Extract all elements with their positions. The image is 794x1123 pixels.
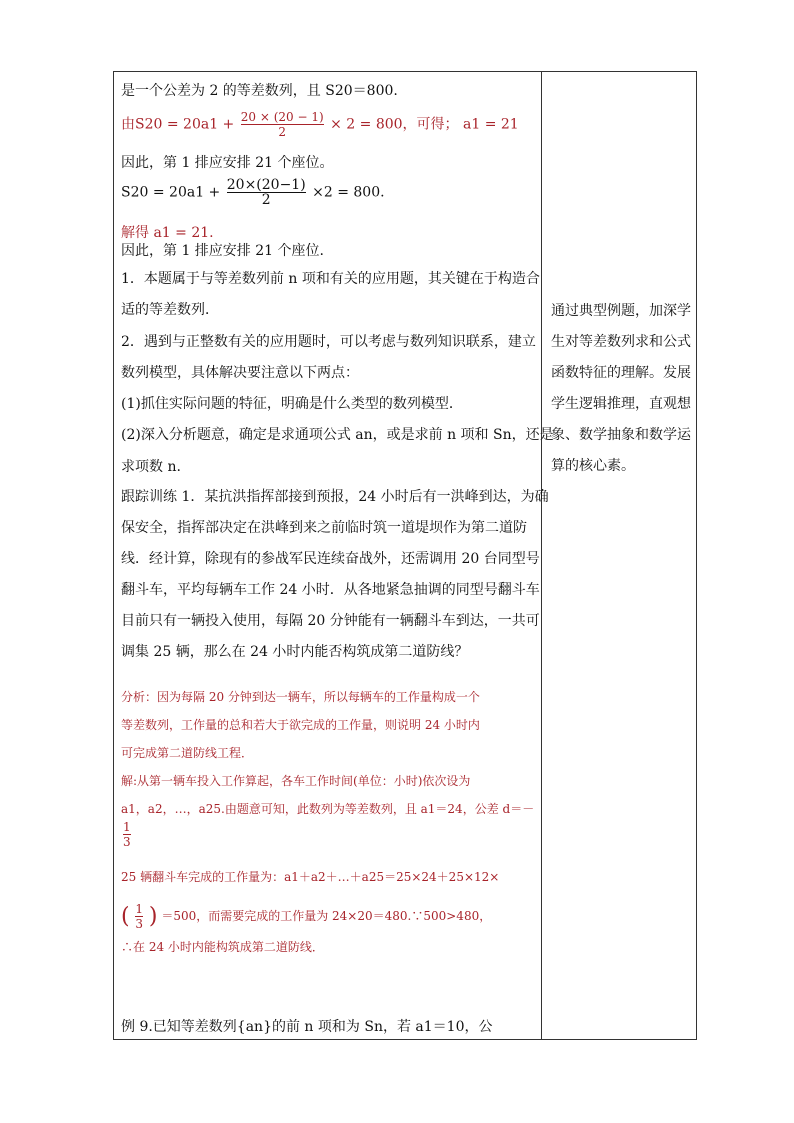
formula-line <box>121 178 385 207</box>
analysis-line: 25 辆翻斗车完成的工作量为：a1＋a2＋…＋a25＝25×24＋25×12× <box>121 870 500 884</box>
fraction-line <box>121 820 133 849</box>
analysis-line: ∴在 24 小时内能构筑成第二道防线． <box>121 940 324 954</box>
analysis-formula-line <box>121 902 491 931</box>
analysis-line: a1，a2，…，a25.由题意可知，此数列为等差数列，且 a1＝24，公差 d＝－ <box>121 802 535 816</box>
text-line: (1)抓住实际问题的特征，明确是什么类型的数列模型． <box>121 396 463 412</box>
text-line: (2)深入分析题意，确定是求通项公式 an，或是求前 n 项和 Sn，还是 <box>121 427 554 443</box>
text-line: 保安全，指挥部决定在洪峰到来之前临时筑一道堤坝作为第二道防 <box>121 520 527 536</box>
fraction-numerator: 20×(20−1) <box>226 177 306 193</box>
text-line: 调集 25 辆，那么在 24 小时内能否构筑成第二道防线？ <box>121 644 469 660</box>
analysis-line: 解:从第一辆车投入工作算起，各车工作时间(单位：小时)依次设为 <box>121 774 471 788</box>
text-line: 跟踪训练 1．某抗洪指挥部接到预报，24 小时后有一洪峰到达，为确 <box>121 489 549 505</box>
fraction-numerator: 20 × (20 − 1) <box>240 110 324 124</box>
text-line: 线．经计算，除现有的参战军民连续奋战外，还需调用 20 台同型号 <box>121 551 540 567</box>
fraction <box>227 178 306 207</box>
text-line: 是一个公差为 2 的等差数列，且 S20＝800. <box>121 83 398 99</box>
fraction <box>123 820 131 849</box>
fraction-denominator: 3 <box>123 835 131 849</box>
column-divider <box>541 72 542 1039</box>
fraction-denominator: 3 <box>135 917 144 931</box>
text-line: 因此，第 1 排应安排 21 个座位. <box>121 243 324 259</box>
formula-start: S20 = 20a1 + <box>121 184 225 201</box>
text-line: 2．遇到与正整数有关的应用题时，可以考虑与数列知识联系，建立 <box>121 334 536 350</box>
formula-start: 由S20 = 20a1 + <box>121 116 239 133</box>
formula-end: ×2 = 800. <box>312 184 385 201</box>
formula-end: × 2 = 800，可得； a1 = 21 <box>330 116 519 133</box>
note-column: 通过典型例题，加深学生对等差数列求和公式函数特征的理解。发展学生逻辑推理，直观想象、数学抽象和数学运算的核心素。 <box>551 303 691 474</box>
fraction-numerator: 1 <box>123 820 131 834</box>
text-line: 数列模型，具体解决要注意以下两点： <box>121 365 359 381</box>
text-line: 适的等差数列． <box>121 302 219 318</box>
analysis-text: ＝500，而需要完成的工作量为 24×20＝480.∵500>480， <box>161 909 492 923</box>
fraction-denominator: 2 <box>227 192 306 207</box>
fraction-numerator: 1 <box>135 902 144 916</box>
lesson-table <box>113 71 697 1040</box>
text-line: 翻斗车，平均每辆车工作 24 小时．从各地紧急抽调的同型号翻斗车 <box>121 582 540 598</box>
text-line: 因此，第 1 排应安排 21 个座位。 <box>121 155 334 171</box>
open-paren: ( <box>121 904 130 929</box>
text-line: 求项数 n. <box>121 459 181 475</box>
text-line: 1．本题属于与等差数列前 n 项和有关的应用题，其关键在于构造合 <box>121 271 540 287</box>
fraction <box>241 110 324 139</box>
text-line: 解得 a1 = 21. <box>121 225 214 241</box>
example-line: 例 9.已知等差数列{an}的前 n 项和为 Sn，若 a1＝10，公 <box>121 1019 493 1035</box>
fraction-denominator: 2 <box>241 124 324 139</box>
text-line: 目前只有一辆投入使用，每隔 20 分钟能有一辆翻斗车到达，一共可 <box>121 613 540 629</box>
analysis-line: 可完成第二道防线工程． <box>121 746 254 760</box>
fraction <box>135 902 143 931</box>
formula-line-red <box>121 110 519 139</box>
analysis-line: 等差数列，工作量的总和若大于欲完成的工作量，则说明 24 小时内 <box>121 718 480 732</box>
close-paren: ) <box>148 904 158 929</box>
analysis-line: 分析：因为每隔 20 分钟到达一辆车，所以每辆车的工作量构成一个 <box>121 690 480 704</box>
